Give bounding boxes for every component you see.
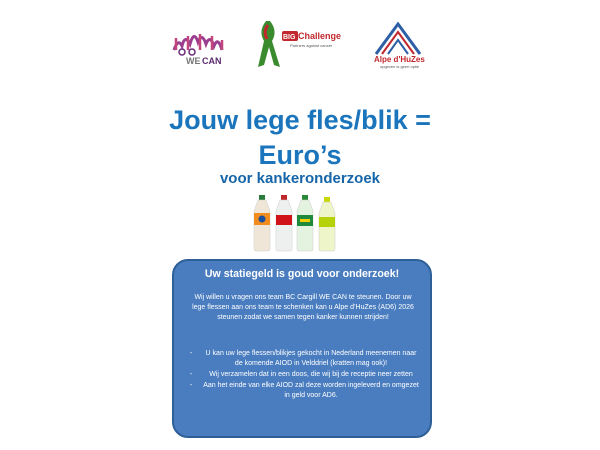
bottles-icon xyxy=(250,193,342,253)
headline-subtitle: voor kankeronderzoek xyxy=(219,170,381,187)
headline-line-1: Jouw lege fles/blik = xyxy=(169,105,431,135)
svg-text:CAN: CAN xyxy=(202,56,222,66)
alpe-dhuzes-logo xyxy=(368,18,430,70)
logo-bar xyxy=(0,0,600,75)
mountain-icon xyxy=(368,18,430,70)
svg-text:WE: WE xyxy=(186,56,201,66)
wecan-logo-icon xyxy=(168,16,230,68)
svg-text:Alpe d'HuZes: Alpe d'HuZes xyxy=(374,55,425,64)
list-item: - Wij verzamelen dat in een doos, die wij bij de receptie neer zetten xyxy=(190,371,413,378)
card-title: Uw statiegeld is goud voor onderzoek! xyxy=(204,268,400,280)
card-intro-text: Wij willen u vragen ons team BC Cargill WE CAN te steunen. Door uw lege flessen aan ons team te schenken kan u Alpe d’HuZes (AD6) 2026 steunen zodat we samen tegen kanker kunnen strijden! xyxy=(192,294,414,321)
svg-text:opgeven is geen optie: opgeven is geen optie xyxy=(380,64,420,69)
list-item: - Aan het einde van elke AIOD zal deze worden ingeleverd en omgezet in geld voor AD6. xyxy=(190,382,419,399)
card-bullet-list xyxy=(188,349,420,402)
info-card xyxy=(172,259,432,438)
wecan-logo xyxy=(168,16,230,68)
bottles-image xyxy=(250,193,342,253)
svg-text:BIG: BIG xyxy=(283,34,296,41)
svg-text:Challenge: Challenge xyxy=(298,31,342,41)
list-item: - U kan uw lege flessen/blikjes gekocht in Nederland meenemen naar de komende AIOD in Velddriel (kratten mag ook)! xyxy=(190,350,417,367)
ribbon-icon xyxy=(252,17,342,72)
big-challenge-logo xyxy=(252,17,342,72)
svg-text:Partners against cancer: Partners against cancer xyxy=(290,43,333,48)
headline-line-2: Euro’s xyxy=(258,140,342,170)
